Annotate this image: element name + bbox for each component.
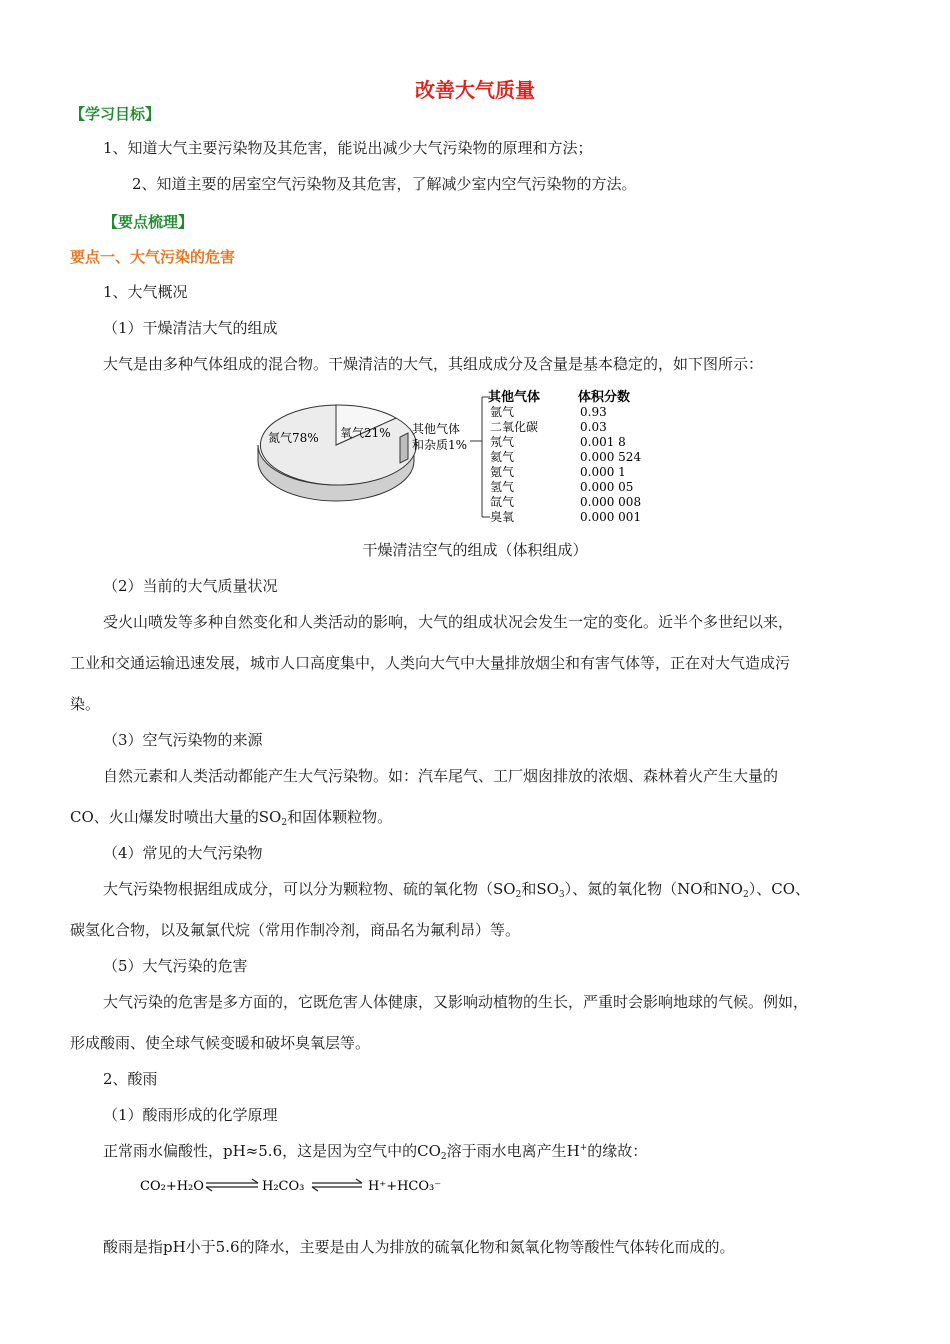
pollution-harm-line-2: 形成酸雨、使全球气候变暖和破坏臭氧层等。 [70,1034,371,1052]
air-overview-heading: 1、大气概况 [103,283,188,301]
objective-1: 1、知道大气主要污染物及其危害，能说出减少大气污染物的原理和方法； [103,139,593,157]
carbonic-acid-equation [140,1173,460,1199]
acid-rain-definition: 酸雨是指pH小于5.6的降水，主要是由人为排放的硫氧化物和氮氧化物等酸性气体转化而成的。 [103,1238,735,1256]
table-gas-name: 臭氧 [490,510,515,524]
eq-reactants: CO₂+H₂O [140,1179,204,1194]
table-gas-name: 氖气 [490,435,515,449]
point1-heading: 要点一、大气污染的危害 [70,248,236,266]
pie-label-other-1: 其他气体 [412,422,461,436]
acid-rain-heading: 2、酸雨 [103,1070,158,1088]
eq-products: H⁺+HCO₃⁻ [368,1179,442,1194]
air-quality-line-2: 工业和交通运输迅速发展，城市人口高度集中，人类向大气中大量排放烟尘和有害气体等，正在对大气造成污 [70,654,791,672]
table-gas-fraction: 0.000 05 [580,480,634,494]
acid-rain-line-1: 正常雨水偏酸性，pH≈5.6，这是因为空气中的$CO_2$溶于雨水电离产生H+的缘故： [103,1142,648,1162]
dry-air-composition-heading: （1）干燥清洁大气的组成 [103,319,278,337]
table-gas-name: 氙气 [490,495,515,509]
objective-2: 2、知道主要的居室空气污染物及其危害，了解减少室内空气污染物的方法。 [132,175,637,193]
table-gas-name: 氢气 [490,480,515,494]
table-gas-fraction: 0.03 [580,420,607,434]
table-gas-fraction: 0.93 [580,405,607,419]
pollution-harm-heading: （5）大气污染的危害 [103,957,248,975]
objectives-heading: 【学习目标】 [70,105,161,123]
points-heading: 【要点梳理】 [103,213,194,231]
eq-intermediate: H₂CO₃ [262,1179,305,1194]
pie-slice-other [400,433,408,463]
pie-label-o2: 氧气21% [340,426,391,440]
pollutant-source-heading: （3）空气污染物的来源 [103,731,263,749]
table-gas-name: 氦气 [490,450,515,464]
common-pollutants-line-2: 碳氢化合物，以及氟氯代烷（常用作制冷剂，商品名为氟利昂）等。 [70,921,521,939]
table-gas-name: 氩气 [490,405,515,419]
table-gas-fraction: 0.000 001 [580,510,642,524]
page-title: 改善大气质量 [415,78,535,102]
air-composition-chart [250,385,660,530]
air-quality-heading: （2）当前的大气质量状况 [103,577,278,595]
air-quality-line-3: 染。 [70,695,101,713]
chart-caption: 干燥清洁空气的组成（体积组成） [362,541,588,559]
table-header-gas: 其他气体 [488,390,541,405]
table-gas-name: 二氧化碳 [490,420,539,434]
table-header-fraction: 体积分数 [578,390,631,405]
table-gas-fraction: 0.000 1 [580,465,626,479]
air-quality-line-1: 受火山喷发等多种自然变化和人类活动的影响，大气的组成状况会发生一定的变化。近半个多世纪以来， [103,613,794,631]
table-gas-fraction: 0.000 524 [580,450,642,464]
table-gas-fraction: 0.001 8 [580,435,626,449]
pollutant-source-line-1: 自然元素和人类活动都能产生大气污染物。如：汽车尾气、工厂烟囱排放的浓烟、森林着火产生大量的 [103,767,779,785]
pollution-harm-line-1: 大气污染的危害是多方面的，它既危害人体健康，又影响动植物的生长，严重时会影响地球的气候。例如， [103,993,809,1011]
common-pollutants-line-1: 大气污染物根据组成成分，可以分为颗粒物、硫的氧化物（$SO_2$和$SO_3$）、氮的氧化物（NO和$NO_2$）、CO、 [103,880,810,900]
dry-air-paragraph: 大气是由多种气体组成的混合物。干燥清洁的大气，其组成成分及含量是基本稳定的，如下图所示： [103,355,764,373]
common-pollutants-heading: （4）常见的大气污染物 [103,844,263,862]
pie-label-other-2: 和杂质1% [412,438,468,452]
pie-label-n2: 氮气78% [268,431,319,445]
pollutant-source-line-2: CO、火山爆发时喷出大量的$SO_2$和固体颗粒物。 [70,808,393,828]
table-gas-fraction: 0.000 008 [580,495,642,509]
acid-rain-principle-heading: （1）酸雨形成的化学原理 [103,1106,278,1124]
table-gas-name: 氪气 [490,465,515,479]
